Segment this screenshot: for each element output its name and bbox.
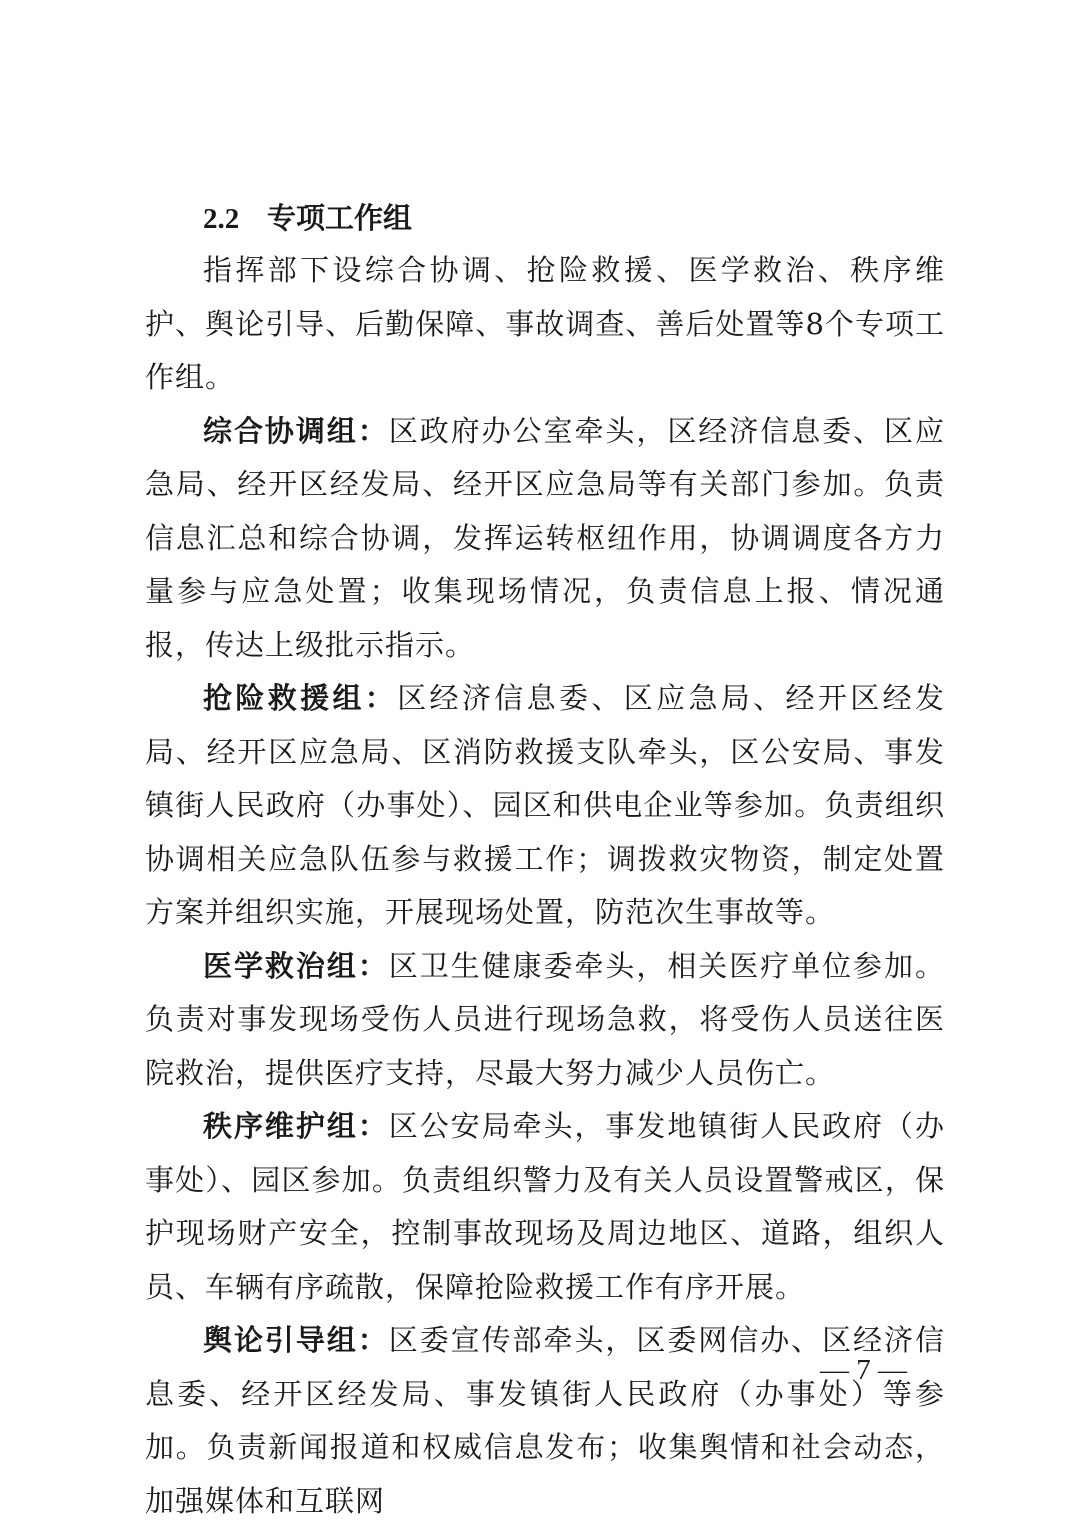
group-paragraph-medical (145, 940, 945, 1101)
group-text-order: 区公安局牵头，事发地镇街人民政府（办事处）、园区参加。负责组织警力及有关人员设置警戒区，保护现场财产安全，控制事故现场及周边地区、道路，组织人员、车辆有序疏散，保障抢险救援工作有序开展。 (145, 1109, 945, 1304)
group-name-rescue: 抢险救援组： (203, 681, 398, 715)
section-number: 2.2 (203, 203, 240, 235)
group-name-coordination: 综合协调组： (203, 413, 389, 448)
section-heading (145, 192, 945, 244)
group-name-order: 秩序维护组： (203, 1109, 389, 1143)
section-title: 专项工作组 (267, 201, 413, 235)
group-name-public-opinion: 舆论引导组： (203, 1323, 389, 1357)
group-text-medical: 区卫生健康委牵头，相关医疗单位参加。负责对事发现场受伤人员进行现场急救，将受伤人员送往医院救治，提供医疗支持，尽最大努力减少人员伤亡。 (145, 948, 945, 1090)
group-paragraph-rescue (145, 672, 945, 940)
group-text-rescue: 区经济信息委、区应急局、经开区经发局、经开区应急局、区消防救援支队牵头，区公安局、事发镇街人民政府（办事处）、园区和供电企业等参加。负责组织协调相关应急队伍参与救援工作；调拨救灾物资，制定处置方案并组织实施，开展现场处置，防范次生事故等。 (145, 681, 945, 929)
page-number: — 7 — (820, 1354, 907, 1386)
page-content (145, 192, 945, 1528)
group-paragraph-order (145, 1100, 945, 1314)
group-name-medical: 医学救治组： (203, 948, 389, 983)
group-paragraph-public-opinion (145, 1314, 945, 1528)
group-text-public-opinion: 区委宣传部牵头，区委网信办、区经济信息委、经开区经发局、事发镇街人民政府（办事处）等参加。负责新闻报道和权威信息发布；收集舆情和社会动态，加强媒体和互联网 (145, 1323, 945, 1518)
group-paragraph-coordination (145, 405, 945, 673)
group-text-coordination: 区政府办公室牵头，区经济信息委、区应急局、经开区经发局、经开区应急局等有关部门参加。负责信息汇总和综合协调，发挥运转枢纽作用，协调调度各方力量参与应急处置；收集现场情况，负责信息上报、情况通报，传达上级批示指示。 (145, 413, 945, 662)
intro-paragraph: 指挥部下设综合协调、抢险救援、医学救治、秩序维护、舆论引导、后勤保障、事故调查、善后处置等8个专项工作组。 (145, 253, 945, 394)
